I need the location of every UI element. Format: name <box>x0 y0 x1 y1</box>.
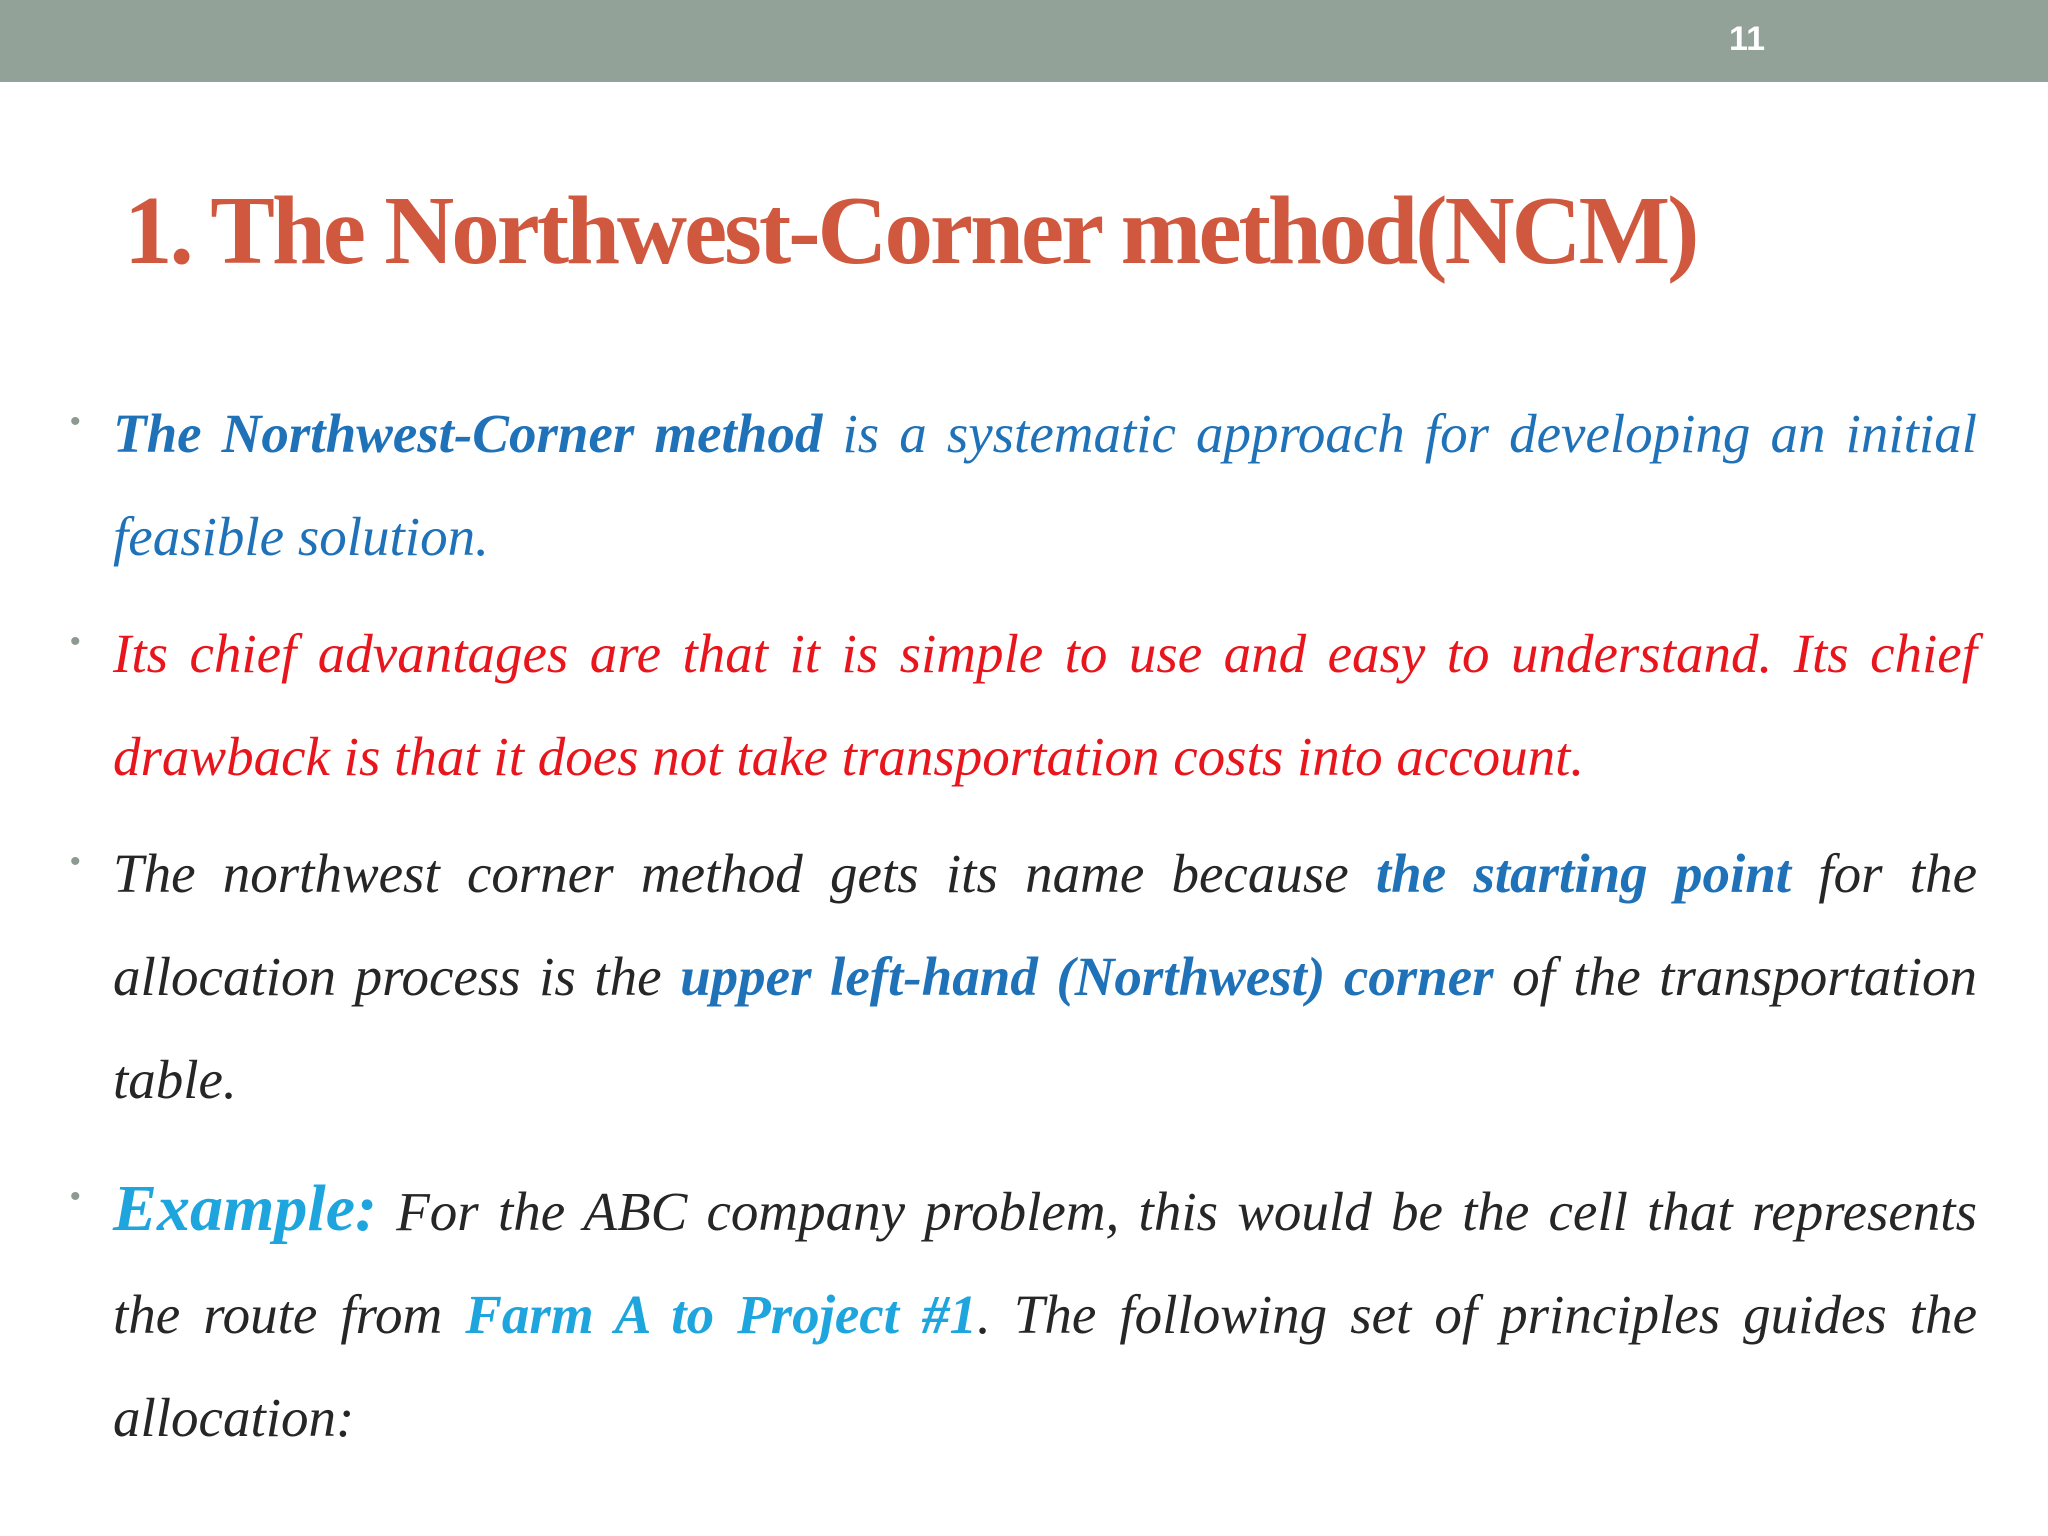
slide-title: 1. The Northwest-Corner method(NCM) <box>124 177 1697 284</box>
bullet-example <box>70 1157 1977 1469</box>
farm-route-highlight: Farm A to Project #1 <box>465 1284 978 1345</box>
northwest-corner-highlight: upper left-hand (Northwest) corner <box>680 946 1494 1007</box>
advantages-text: Its chief advantages are that it is simple to use and easy to understand. Its chief drawback is that it does not take transportation costs into account. <box>113 623 1977 787</box>
bullet-name-origin <box>70 822 1977 1131</box>
bullet-advantages <box>70 602 1977 808</box>
bullet-dot-icon: • <box>70 405 81 438</box>
bullet-definition <box>70 382 1977 588</box>
bullet-dot-icon: • <box>70 1180 81 1213</box>
example-text-2: . The following set of principles guides the allocation: <box>113 1284 1977 1448</box>
definition-text: is a systematic approach for developing an initial feasible solution. <box>113 403 1977 567</box>
bullet-dot-icon: • <box>70 625 81 658</box>
example-text-1: For the ABC company problem, this would be the cell that represents the route from <box>113 1181 1977 1345</box>
example-label: Example: <box>113 1172 377 1245</box>
definition-term: The Northwest-Corner method <box>113 403 823 464</box>
bullet-dot-icon: • <box>70 845 81 878</box>
name-origin-text-1: The northwest corner method gets its name because <box>113 843 1376 904</box>
starting-point-highlight: the starting point <box>1375 843 1792 904</box>
bullet-list <box>70 382 1977 1469</box>
top-bar <box>0 0 2048 82</box>
name-origin-text-3: of the transportation table. <box>113 946 1977 1110</box>
slide-number: 11 <box>1729 20 1765 58</box>
name-origin-text-2: for the allocation process is the <box>113 843 1977 1007</box>
